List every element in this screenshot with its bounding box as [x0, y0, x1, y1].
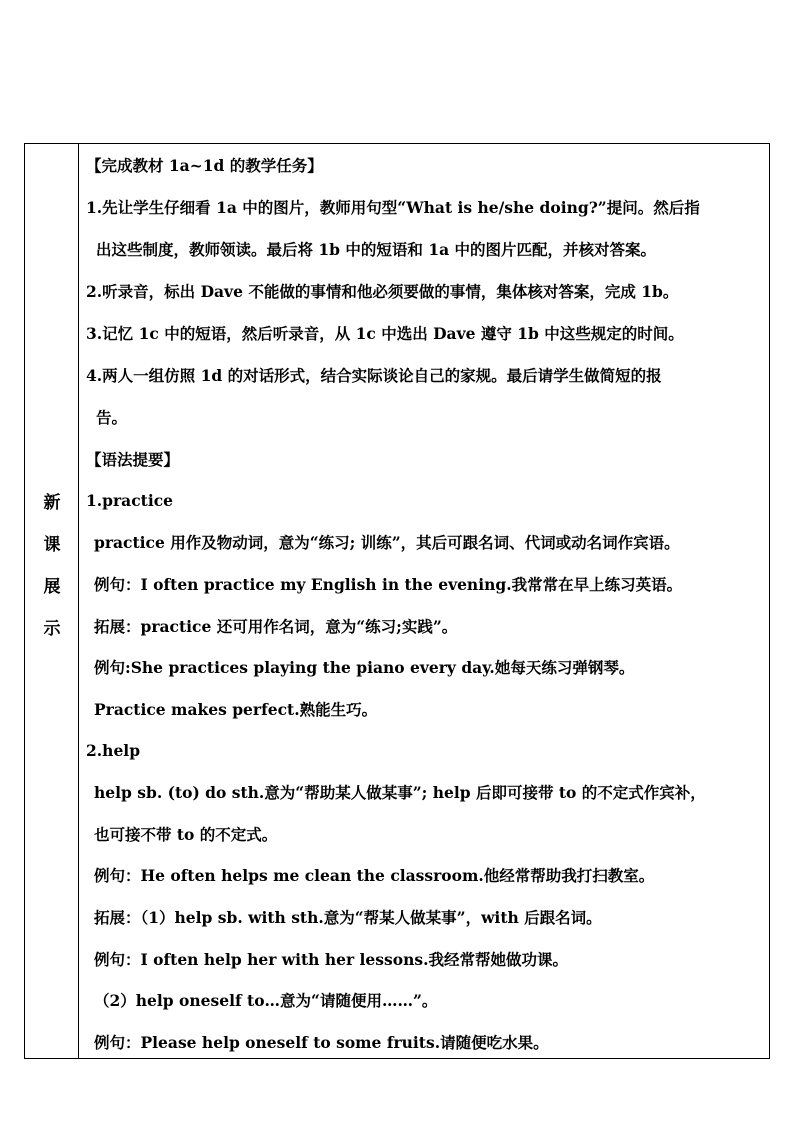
text-line: （2）help oneself to…意为“请随便用……”。	[94, 991, 438, 1010]
section-label	[25, 482, 79, 650]
section-label-char: 新	[43, 493, 61, 513]
text-line: 【完成教材 1a~1d 的教学任务】	[86, 156, 323, 175]
text-line: 拓展：（1）help sb. with sth.意为“帮某人做某事”，with 后跟名词。	[94, 908, 602, 927]
section-label-cell	[25, 144, 79, 1058]
text-line: 也可接不带 to 的不定式。	[94, 825, 278, 844]
section-label-char: 课	[43, 535, 61, 555]
text-line: 例句：He often helps me clean the classroom.他经常帮助我打扫教室。	[94, 866, 655, 885]
text-line: 告。	[96, 408, 128, 427]
text-line: 3.记忆 1c 中的短语，然后听录音，从 1c 中选出 Dave 遵守 1b 中这些规定的时间。	[86, 324, 684, 343]
text-line: 例句：I often practice my English in the evening.我常常在早上练习英语。	[94, 575, 683, 594]
text-line: 2.help	[86, 741, 141, 760]
text-line: help sb. (to) do sth.意为“帮助某人做某事”; help 后即可接带 to 的不定式作宾补，	[94, 783, 706, 802]
text-line: 1.先让学生仔细看 1a 中的图片，教师用句型“What is he/she doing?”提问。然后指	[86, 198, 700, 217]
text-line: Practice makes perfect.熟能生巧。	[94, 700, 378, 719]
text-line: 例句：Please help oneself to some fruits.请随便吃水果。	[94, 1033, 549, 1052]
section-label-char: 展	[43, 577, 61, 597]
content-cell	[81, 144, 769, 1058]
text-line: 例句:She practices playing the piano every day.她每天练习弹钢琴。	[94, 658, 635, 677]
text-line: 拓展：practice 还可用作名词，意为“练习;实践”。	[94, 617, 458, 636]
text-line: 例句：I often help her with her lessons.我经常帮她做功课。	[94, 950, 568, 969]
text-line: 【语法提要】	[86, 450, 180, 469]
text-line: practice 用作及物动词，意为“练习; 训练”，其后可跟名词、代词或动名词作宾语。	[94, 533, 680, 552]
text-line: 1.practice	[86, 491, 174, 510]
text-line: 2.听录音，标出 Dave 不能做的事情和他必须要做的事情，集体核对答案，完成 1b。	[86, 282, 679, 301]
text-line: 出这些制度，教师领读。最后将 1b 中的短语和 1a 中的图片匹配，并核对答案。	[96, 240, 657, 259]
text-line: 4.两人一组仿照 1d 的对话形式，结合实际谈论自己的家规。最后请学生做简短的报	[86, 366, 662, 385]
lesson-table	[24, 143, 770, 1059]
section-label-char: 示	[43, 619, 61, 639]
